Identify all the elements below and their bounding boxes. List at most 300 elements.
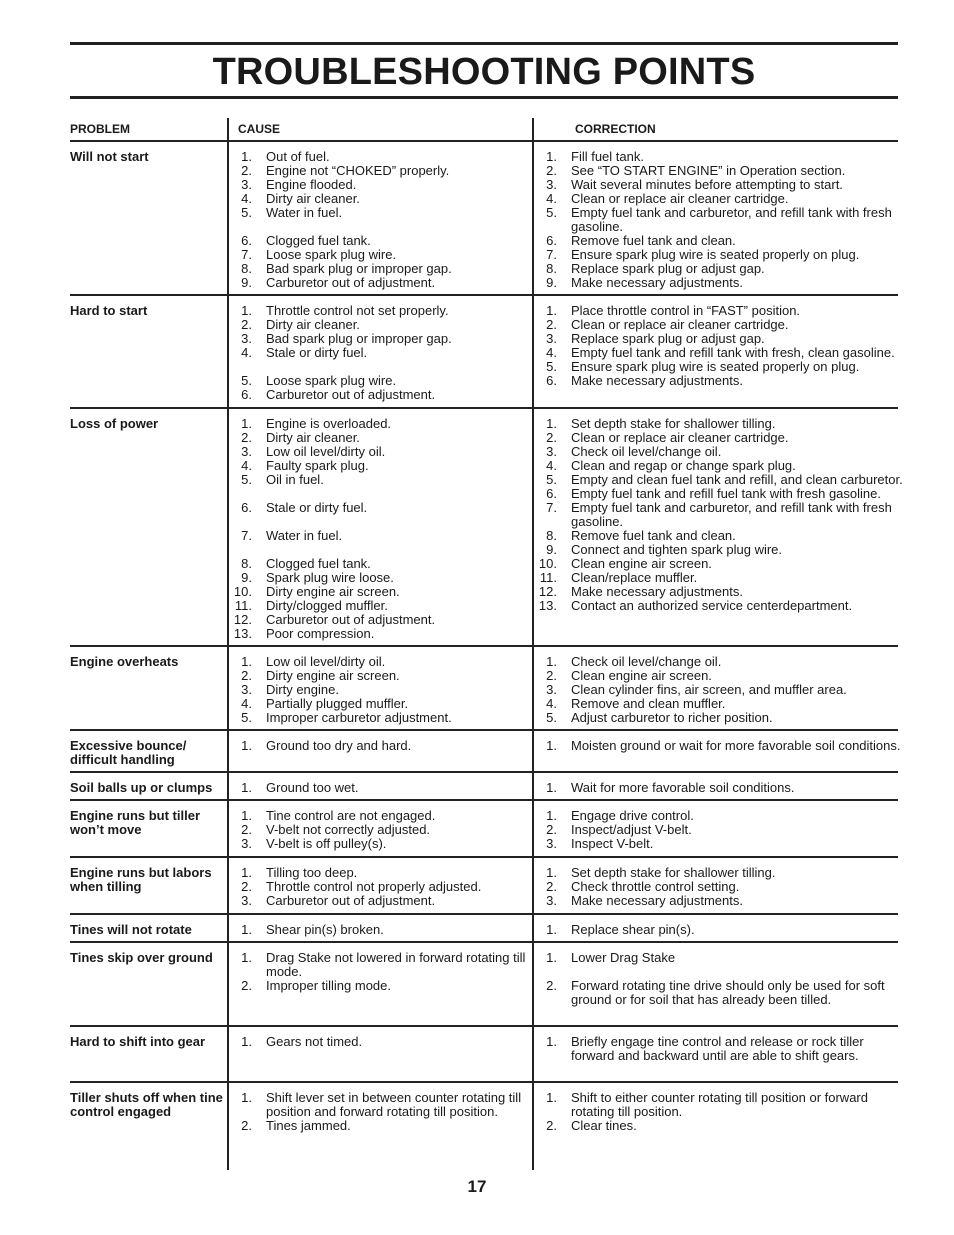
cause-text: Dirty/clogged muffler. (266, 598, 388, 613)
correction-number: 1. (546, 950, 557, 965)
cause-text: Dirty engine. (266, 682, 339, 697)
correction-number: 1. (546, 808, 557, 823)
correction-number: 4. (546, 191, 557, 206)
correction-number: 2. (546, 317, 557, 332)
cause-text: Shift lever set in between counter rotating till position and forward rotating till position. (266, 1090, 522, 1119)
correction-number: 2. (546, 668, 557, 683)
cause-item (230, 487, 530, 501)
correction-text: Clear tines. (571, 1118, 637, 1133)
cause-item (230, 529, 530, 543)
correction-text: Clean or replace air cleaner cartridge. (571, 430, 789, 445)
cause-cell (230, 866, 530, 908)
correction-item (535, 431, 905, 445)
cause-item (230, 388, 530, 402)
cause-cell (230, 739, 530, 753)
correction-text: Clean engine air screen. (571, 556, 712, 571)
cause-text: Engine is overloaded. (266, 416, 392, 431)
correction-number: 4. (546, 345, 557, 360)
cause-text: Loose spark plug wire. (266, 247, 397, 262)
correction-number: 1. (546, 865, 557, 880)
correction-item (535, 1119, 905, 1133)
cause-text: Water in fuel. (266, 528, 343, 543)
cause-cell (230, 923, 530, 937)
cause-text: Clogged fuel tank. (266, 233, 371, 248)
correction-number: 6. (546, 373, 557, 388)
correction-text: Empty and clean fuel tank and refill, and clean carburetor. (571, 472, 903, 487)
correction-number: 10. (538, 556, 557, 571)
correction-number: 3. (546, 444, 557, 459)
correction-cell (535, 417, 905, 613)
cause-number: 1. (241, 922, 252, 937)
cause-text: Clogged fuel tank. (266, 556, 371, 571)
correction-number: 7. (546, 247, 557, 262)
correction-item (535, 697, 905, 711)
table-body (70, 142, 903, 1173)
table-row (70, 647, 898, 731)
cause-number: 2. (241, 163, 252, 178)
correction-item (535, 276, 905, 290)
correction-number: 2. (546, 1118, 557, 1133)
correction-number: 6. (546, 486, 557, 501)
cause-item (230, 360, 530, 374)
cause-number: 4. (241, 458, 252, 473)
cause-item (230, 1035, 530, 1049)
cause-text: Improper tilling mode. (266, 978, 391, 993)
correction-text: Make necessary adjustments. (571, 275, 743, 290)
correction-text: Shift to either counter rotating till position or forward rotating till position. (571, 1090, 868, 1119)
cause-cell (230, 809, 530, 851)
correction-cell (535, 809, 905, 851)
correction-text: Forward rotating tine drive should only be used for soft ground or for soil that has already been tilled. (571, 978, 885, 1007)
cause-item (230, 669, 530, 683)
correction-item (535, 923, 905, 937)
correction-text: Remove fuel tank and clean. (571, 528, 736, 543)
problem-cell: Tines skip over ground (70, 950, 213, 965)
troubleshooting-table (70, 118, 903, 1173)
correction-item (535, 1035, 905, 1063)
correction-number: 3. (546, 177, 557, 192)
table-row (70, 943, 898, 1027)
problem-cell: Tiller shuts off when tine control engaged (70, 1090, 223, 1119)
cause-text: Dirty air cleaner. (266, 191, 360, 206)
cause-text: Spark plug wire loose. (266, 570, 394, 585)
cause-item (230, 571, 530, 585)
cause-item (230, 894, 530, 908)
correction-item (535, 711, 905, 725)
header-problem: PROBLEM (70, 122, 130, 136)
cause-number: 7. (241, 247, 252, 262)
correction-text: Make necessary adjustments. (571, 893, 743, 908)
cause-text: Oil in fuel. (266, 472, 324, 487)
correction-item (535, 248, 905, 262)
cause-item (230, 431, 530, 445)
correction-number: 3. (546, 331, 557, 346)
cause-number: 8. (241, 261, 252, 276)
cause-item (230, 192, 530, 206)
correction-number: 8. (546, 528, 557, 543)
cause-number: 1. (241, 654, 252, 669)
cause-item (230, 1119, 530, 1133)
correction-cell (535, 304, 905, 388)
correction-item (535, 965, 905, 979)
cause-item (230, 150, 530, 164)
cause-item (230, 473, 530, 487)
correction-item (535, 1091, 905, 1119)
cause-item (230, 374, 530, 388)
cause-text: Dirty engine air screen. (266, 668, 400, 683)
correction-number: 1. (546, 303, 557, 318)
cause-item (230, 781, 530, 795)
cause-text (266, 220, 530, 234)
correction-item (535, 739, 905, 753)
correction-text: Replace spark plug or adjust gap. (571, 331, 765, 346)
cause-number: 1. (241, 149, 252, 164)
correction-text: Moisten ground or wait for more favorable soil conditions. (571, 738, 901, 753)
correction-text: Clean or replace air cleaner cartridge. (571, 191, 789, 206)
problem-cell: Tines will not rotate (70, 922, 192, 937)
correction-item (535, 809, 905, 823)
table-row (70, 915, 898, 943)
cause-cell (230, 1091, 530, 1133)
correction-item (535, 473, 905, 487)
cause-number: 1. (241, 780, 252, 795)
correction-number: 2. (546, 879, 557, 894)
correction-number: 1. (546, 149, 557, 164)
cause-cell (230, 1035, 530, 1049)
problem-cell: Hard to shift into gear (70, 1034, 206, 1049)
correction-number: 7. (546, 500, 557, 515)
cause-item (230, 501, 530, 515)
cause-text: Low oil level/dirty oil. (266, 444, 386, 459)
correction-text: Check throttle control setting. (571, 879, 740, 894)
correction-text: Set depth stake for shallower tilling. (571, 416, 776, 431)
correction-item (535, 951, 905, 965)
correction-cell (535, 781, 905, 795)
correction-text: Replace spark plug or adjust gap. (571, 261, 765, 276)
correction-text: Clean and regap or change spark plug. (571, 458, 796, 473)
correction-text: Engage drive control. (571, 808, 694, 823)
cause-item (230, 459, 530, 473)
problem-cell: Excessive bounce/ difficult handling (70, 738, 187, 767)
problem-cell: Hard to start (70, 303, 148, 318)
cause-text: Water in fuel. (266, 205, 343, 220)
correction-text: Check oil level/change oil. (571, 444, 722, 459)
problem-cell: Engine runs but labors when tilling (70, 865, 212, 894)
correction-number: 1. (546, 780, 557, 795)
correction-cell (535, 1091, 905, 1133)
correction-text: Ensure spark plug wire is seated properly on plug. (571, 247, 860, 262)
cause-text: Stale or dirty fuel. (266, 500, 368, 515)
correction-number: 5. (546, 710, 557, 725)
correction-item (535, 781, 905, 795)
correction-item (535, 501, 905, 529)
cause-number: 2. (241, 1118, 252, 1133)
table-row (70, 409, 903, 647)
cause-number: 11. (234, 598, 252, 613)
cause-number: 4. (241, 345, 252, 360)
cause-cell (230, 304, 530, 402)
correction-number: 2. (546, 430, 557, 445)
cause-text (266, 543, 530, 557)
cause-number: 7. (241, 528, 252, 543)
correction-number: 5. (546, 205, 557, 220)
cause-number: 5. (241, 710, 252, 725)
cause-text: Stale or dirty fuel. (266, 345, 368, 360)
cause-number: 2. (241, 668, 252, 683)
correction-number: 5. (546, 472, 557, 487)
correction-item (535, 332, 905, 346)
cause-text: Poor compression. (266, 626, 375, 641)
correction-number: 1. (546, 922, 557, 937)
cause-number: 1. (241, 808, 252, 823)
table-row (70, 801, 898, 858)
correction-number: 4. (546, 696, 557, 711)
cause-text: Out of fuel. (266, 149, 330, 164)
cause-text: Tine control are not engaged. (266, 808, 436, 823)
correction-text: Remove and clean muffler. (571, 696, 726, 711)
correction-item (535, 318, 905, 332)
table-header (70, 118, 898, 142)
correction-number: 3. (546, 682, 557, 697)
cause-number: 10. (233, 584, 252, 599)
cause-cell (230, 781, 530, 795)
cause-text: Engine not “CHOKED” properly. (266, 163, 450, 178)
correction-cell (535, 951, 905, 1007)
cause-item (230, 599, 530, 613)
correction-text: Clean or replace air cleaner cartridge. (571, 317, 789, 332)
cause-number: 9. (241, 570, 252, 585)
cause-text: Faulty spark plug. (266, 458, 369, 473)
correction-text: Set depth stake for shallower tilling. (571, 865, 776, 880)
table-row (70, 773, 898, 801)
correction-text: Connect and tighten spark plug wire. (571, 542, 783, 557)
cause-text (266, 360, 530, 374)
cause-number: 1. (241, 303, 252, 318)
cause-number: 3. (241, 836, 252, 851)
cause-item (230, 206, 530, 220)
correction-item (535, 206, 905, 234)
cause-number: 9. (241, 275, 252, 290)
correction-number: 9. (546, 542, 557, 557)
correction-number: 3. (546, 836, 557, 851)
cause-item (230, 923, 530, 937)
cause-text: Gears not timed. (266, 1034, 363, 1049)
cause-number: 4. (241, 696, 252, 711)
cause-text: Dirty air cleaner. (266, 317, 360, 332)
cause-text: Ground too dry and hard. (266, 738, 412, 753)
cause-item (230, 543, 530, 557)
cause-number: 4. (241, 191, 252, 206)
problem-cell: Will not start (70, 149, 149, 164)
correction-text: Clean/replace muffler. (571, 570, 698, 585)
cause-item (230, 697, 530, 711)
correction-text: Ensure spark plug wire is seated properly on plug. (571, 359, 860, 374)
correction-text: Make necessary adjustments. (571, 584, 743, 599)
correction-item (535, 823, 905, 837)
cause-item (230, 866, 530, 880)
cause-number: 1. (241, 416, 252, 431)
correction-text: Briefly engage tine control and release or rock tiller forward and backward until are able to shift gears. (571, 1034, 864, 1063)
correction-text: Replace shear pin(s). (571, 922, 695, 937)
correction-text: Fill fuel tank. (571, 149, 644, 164)
correction-number: 2. (546, 978, 557, 993)
correction-cell (535, 923, 905, 937)
cause-item (230, 837, 530, 851)
correction-text: Remove fuel tank and clean. (571, 233, 736, 248)
cause-item (230, 220, 530, 234)
correction-item (535, 459, 905, 473)
cause-item (230, 332, 530, 346)
header-correction: CORRECTION (575, 122, 656, 136)
table-row (70, 142, 898, 296)
correction-item (535, 234, 905, 248)
problem-cell: Soil balls up or clumps (70, 780, 213, 795)
cause-text (266, 515, 530, 529)
correction-cell (535, 655, 905, 725)
correction-cell (535, 739, 905, 753)
cause-text: Loose spark plug wire. (266, 373, 397, 388)
correction-item (535, 374, 905, 388)
cause-text: Throttle control not properly adjusted. (266, 879, 482, 894)
correction-text: Adjust carburetor to richer position. (571, 710, 773, 725)
cause-text: Carburetor out of adjustment. (266, 612, 436, 627)
correction-text: Empty fuel tank and carburetor, and refill tank with fresh gasoline. (571, 500, 892, 529)
cause-text: Ground too wet. (266, 780, 359, 795)
cause-number: 2. (241, 822, 252, 837)
cause-item (230, 951, 530, 979)
correction-item (535, 445, 905, 459)
correction-item (535, 599, 905, 613)
cause-item (230, 234, 530, 248)
correction-item (535, 487, 905, 501)
cause-text: Engine flooded. (266, 177, 357, 192)
correction-text: Wait for more favorable soil conditions. (571, 780, 795, 795)
correction-text: Clean engine air screen. (571, 668, 712, 683)
correction-item (535, 837, 905, 851)
cause-item (230, 1091, 530, 1119)
correction-item (535, 557, 905, 571)
cause-number: 1. (241, 738, 252, 753)
cause-item (230, 613, 530, 627)
cause-cell (230, 655, 530, 725)
correction-item (535, 417, 905, 431)
cause-text (266, 487, 530, 501)
cause-item (230, 627, 530, 641)
correction-cell (535, 150, 905, 290)
correction-number: 11. (539, 570, 557, 585)
correction-item (535, 571, 905, 585)
cause-number: 12. (233, 612, 252, 627)
cause-item (230, 248, 530, 262)
cause-item (230, 346, 530, 360)
cause-number: 6. (241, 500, 252, 515)
correction-item (535, 178, 905, 192)
correction-text: Empty fuel tank and refill tank with fresh, clean gasoline. (571, 345, 895, 360)
correction-text: Empty fuel tank and refill fuel tank with fresh gasoline. (571, 486, 881, 501)
cause-text: Drag Stake not lowered in forward rotating till mode. (266, 950, 526, 979)
cause-text: Bad spark plug or improper gap. (266, 331, 452, 346)
cause-number: 1. (241, 950, 252, 965)
cause-number: 2. (241, 317, 252, 332)
cause-number: 6. (241, 387, 252, 402)
cause-text: Carburetor out of adjustment. (266, 275, 436, 290)
correction-item (535, 683, 905, 697)
correction-item (535, 880, 905, 894)
cause-item (230, 711, 530, 725)
correction-number: 4. (546, 458, 557, 473)
correction-item (535, 164, 905, 178)
correction-item (535, 669, 905, 683)
correction-text: See “TO START ENGINE” in Operation section. (571, 163, 846, 178)
cause-cell (230, 951, 530, 993)
cause-item (230, 585, 530, 599)
cause-item (230, 276, 530, 290)
cause-text: V-belt is off pulley(s). (266, 836, 387, 851)
cause-text: Dirty air cleaner. (266, 430, 360, 445)
correction-item (535, 543, 905, 557)
title-rule-top (70, 42, 898, 45)
cause-number: 3. (241, 177, 252, 192)
cause-item (230, 739, 530, 753)
cause-item (230, 823, 530, 837)
correction-text: Clean cylinder fins, air screen, and muffler area. (571, 682, 847, 697)
correction-item (535, 346, 905, 360)
correction-number: 6. (546, 233, 557, 248)
cause-text: Shear pin(s) broken. (266, 922, 384, 937)
correction-item (535, 655, 905, 669)
cause-item (230, 262, 530, 276)
table-row (70, 858, 898, 915)
cause-number: 5. (241, 472, 252, 487)
correction-number: 8. (546, 261, 557, 276)
correction-text: Check oil level/change oil. (571, 654, 722, 669)
cause-number: 13. (233, 626, 252, 641)
correction-number: 9. (546, 275, 557, 290)
cause-number: 8. (241, 556, 252, 571)
correction-number: 5. (546, 359, 557, 374)
cause-number: 2. (241, 430, 252, 445)
correction-item (535, 262, 905, 276)
correction-text: Empty fuel tank and carburetor, and refill tank with fresh gasoline. (571, 205, 892, 234)
cause-cell (230, 150, 530, 290)
correction-text: Place throttle control in “FAST” position. (571, 303, 801, 318)
cause-text: Low oil level/dirty oil. (266, 654, 386, 669)
correction-text: Inspect/adjust V-belt. (571, 822, 692, 837)
correction-text: Inspect V-belt. (571, 836, 654, 851)
column-divider-cause (227, 118, 229, 1170)
cause-number: 1. (241, 865, 252, 880)
correction-text: Wait several minutes before attempting to start. (571, 177, 843, 192)
cause-item (230, 809, 530, 823)
correction-cell (535, 866, 905, 908)
cause-item (230, 683, 530, 697)
cause-number: 3. (241, 331, 252, 346)
correction-number: 2. (546, 822, 557, 837)
page-title: TROUBLESHOOTING POINTS (212, 51, 756, 93)
correction-number: 1. (546, 1034, 557, 1049)
correction-item (535, 866, 905, 880)
cause-item (230, 164, 530, 178)
cause-item (230, 318, 530, 332)
cause-text: Throttle control not set properly. (266, 303, 449, 318)
cause-number: 3. (241, 682, 252, 697)
correction-text: Contact an authorized service centerdepartment. (571, 598, 853, 613)
table-row (70, 731, 901, 773)
cause-item (230, 979, 530, 993)
correction-item (535, 360, 905, 374)
correction-item (535, 304, 905, 318)
correction-text (571, 965, 905, 979)
